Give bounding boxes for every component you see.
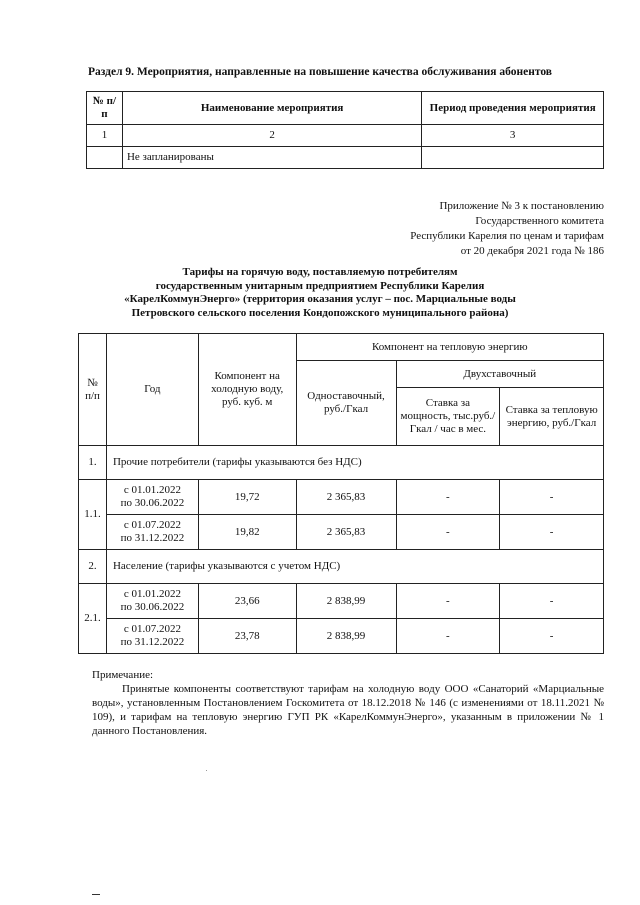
measures-row-num bbox=[87, 147, 123, 169]
tariff-period bbox=[106, 584, 198, 619]
tariff-title-line: Тарифы на горячую воду, поставляемую потребителям bbox=[182, 266, 458, 278]
tariff-period-to: по 30.06.2022 bbox=[120, 497, 185, 509]
tariff-cold-value: 19,82 bbox=[198, 515, 296, 550]
tariff-period-from: с 01.01.2022 bbox=[123, 588, 181, 600]
tariff-header-heat-component: Компонент на тепловую энергию bbox=[296, 334, 603, 361]
scan-speck bbox=[206, 770, 207, 771]
tariff-period-to: по 31.12.2022 bbox=[120, 532, 185, 544]
tariff-capacity-value: - bbox=[396, 619, 500, 654]
tariff-group-row bbox=[79, 446, 604, 480]
tariff-table bbox=[78, 333, 604, 654]
bottom-mark bbox=[92, 894, 100, 895]
tariff-one-rate-value: 2 838,99 bbox=[296, 619, 396, 654]
tariff-sub-num: 1.1. bbox=[79, 480, 107, 550]
tariff-header-two-rate: Двухставочный bbox=[396, 361, 604, 388]
tariff-energy-value: - bbox=[500, 584, 604, 619]
appendix-line: Государственного комитета bbox=[475, 215, 604, 227]
tariff-header-year: Год bbox=[106, 334, 198, 446]
tariff-capacity-value: - bbox=[396, 584, 500, 619]
tariff-header-capacity-rate: Ставка за мощность, тыс.руб./Гкал / час в мес. bbox=[396, 388, 500, 446]
tariff-energy-value: - bbox=[500, 480, 604, 515]
tariff-data-row bbox=[79, 480, 604, 515]
section-9-title: Раздел 9. Мероприятия, направленные на повышение качества обслуживания абонентов bbox=[87, 66, 552, 78]
tariff-capacity-value: - bbox=[396, 480, 500, 515]
tariff-energy-value: - bbox=[500, 515, 604, 550]
appendix-line: Приложение № 3 к постановлению bbox=[439, 200, 604, 212]
measures-row bbox=[87, 147, 604, 169]
measures-header-name: Наименование мероприятия bbox=[122, 92, 421, 125]
tariff-one-rate-value: 2 365,83 bbox=[296, 515, 396, 550]
tariff-group-num: 2. bbox=[79, 550, 107, 584]
measures-header-period: Период проведения мероприятия bbox=[422, 92, 604, 125]
tariff-header-num: № п/п bbox=[79, 334, 107, 446]
tariff-data-row bbox=[79, 619, 604, 654]
tariff-data-row bbox=[79, 515, 604, 550]
tariff-period-to: по 31.12.2022 bbox=[120, 636, 185, 648]
tariff-header-one-rate: Одноставочный, руб./Гкал bbox=[296, 361, 396, 446]
measures-row-text: Не запланированы bbox=[122, 147, 421, 169]
tariff-period-from: с 01.07.2022 bbox=[123, 623, 181, 635]
tariff-header-row-1 bbox=[79, 334, 604, 361]
tariff-header-energy-rate: Ставка за тепловую энергию, руб./Гкал bbox=[500, 388, 604, 446]
note bbox=[92, 668, 604, 738]
tariff-title-line: Петровского сельского поселения Кондопожского муниципального района) bbox=[131, 306, 509, 319]
measures-header-row bbox=[87, 92, 604, 125]
tariff-energy-value: - bbox=[500, 619, 604, 654]
measures-row-period bbox=[422, 147, 604, 169]
tariff-cold-value: 23,66 bbox=[198, 584, 296, 619]
tariff-period bbox=[106, 619, 198, 654]
tariff-capacity-value: - bbox=[396, 515, 500, 550]
tariff-title bbox=[80, 266, 560, 320]
tariff-period bbox=[106, 480, 198, 515]
tariff-one-rate-value: 2 838,99 bbox=[296, 584, 396, 619]
tariff-title-line: государственным унитарным предприятием Республики Карелия bbox=[155, 279, 485, 292]
tariff-header-cold-component: Компонент на холодную воду, руб. куб. м bbox=[198, 334, 296, 446]
measures-col-number: 2 bbox=[122, 125, 421, 147]
note-label: Примечание: bbox=[92, 669, 154, 681]
measures-col-numbers-row bbox=[87, 125, 604, 147]
tariff-one-rate-value: 2 365,83 bbox=[296, 480, 396, 515]
tariff-sub-num: 2.1. bbox=[79, 584, 107, 654]
tariff-title-line: «КарелКоммунЭнерго» (территория оказания услуг – пос. Марциальные воды bbox=[124, 293, 516, 305]
tariff-group-row bbox=[79, 550, 604, 584]
appendix-line: от 20 декабря 2021 года № 186 bbox=[460, 245, 604, 257]
tariff-data-row bbox=[79, 584, 604, 619]
measures-col-number: 3 bbox=[422, 125, 604, 147]
appendix-header bbox=[410, 199, 604, 259]
tariff-period bbox=[106, 515, 198, 550]
tariff-group-title: Население (тарифы указываются с учетом НДС) bbox=[106, 550, 603, 584]
tariff-cold-value: 19,72 bbox=[198, 480, 296, 515]
tariff-period-from: с 01.07.2022 bbox=[123, 519, 181, 531]
appendix-line: Республики Карелия по ценам и тарифам bbox=[410, 230, 604, 242]
measures-table bbox=[86, 91, 604, 169]
note-text: Принятые компоненты соответствуют тарифам на холодную воду ООО «Санаторий «Марциальные воды», установленным Постановлением Госкомитета от 18.12.2018 № 146 (с изменениями от 18.11.2021 № 109), и тарифам на тепловую энергию ГУП РК «КарелКоммунЭнерго», указанным в приложении № 1 данного Постановления. bbox=[92, 683, 604, 737]
tariff-period-from: с 01.01.2022 bbox=[123, 484, 181, 496]
measures-header-num: № п/п bbox=[87, 92, 123, 125]
tariff-group-title: Прочие потребители (тарифы указываются без НДС) bbox=[106, 446, 603, 480]
tariff-period-to: по 30.06.2022 bbox=[120, 601, 185, 613]
measures-col-number: 1 bbox=[87, 125, 123, 147]
tariff-cold-value: 23,78 bbox=[198, 619, 296, 654]
tariff-group-num: 1. bbox=[79, 446, 107, 480]
